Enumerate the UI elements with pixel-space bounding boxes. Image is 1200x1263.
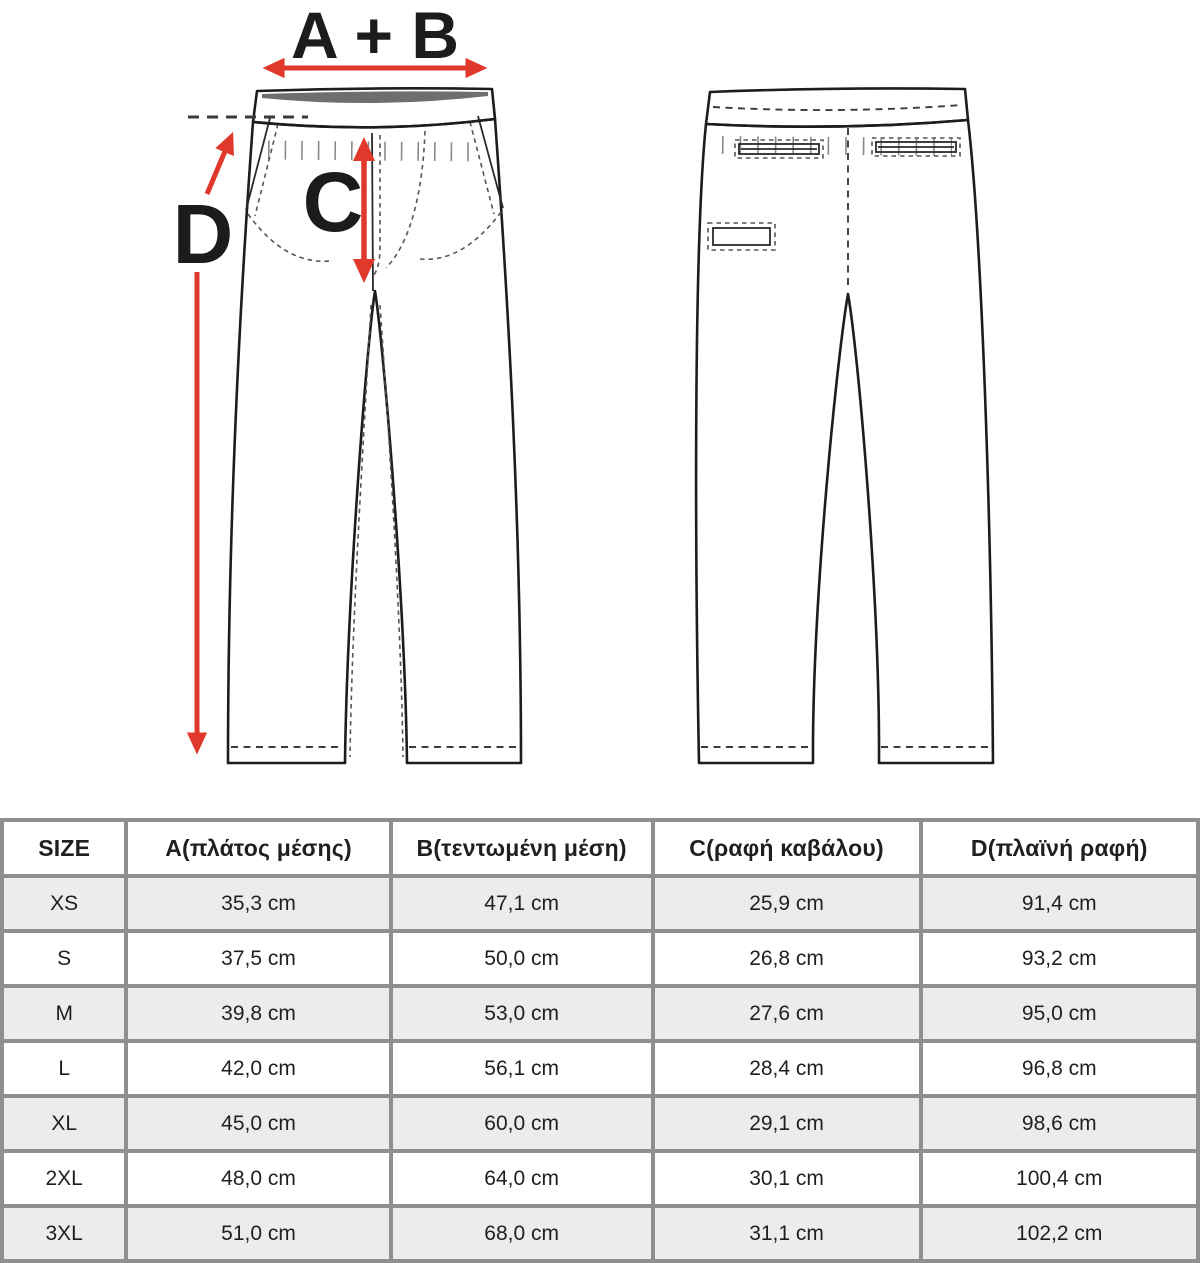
- table-row: [2, 1041, 1198, 1096]
- value-d: 102,2 cm: [921, 1206, 1199, 1261]
- value-a: 37,5 cm: [126, 931, 390, 986]
- header-size: SIZE: [2, 820, 126, 876]
- front-fly-line: [372, 133, 373, 291]
- table-row: [2, 1151, 1198, 1206]
- value-d: 98,6 cm: [921, 1096, 1199, 1151]
- side-seam-arrow-top: [207, 137, 231, 194]
- table-row: [2, 931, 1198, 986]
- value-a: 48,0 cm: [126, 1151, 390, 1206]
- pants-back-drawing: [696, 88, 993, 763]
- back-left-welt-pocket: [735, 140, 823, 158]
- size-label: 2XL: [2, 1151, 126, 1206]
- table-row: [2, 876, 1198, 931]
- header-b-stretched-waist: B(τεντωμένη μέση): [391, 820, 653, 876]
- value-b: 56,1 cm: [391, 1041, 653, 1096]
- header-a-waist-width: A(πλάτος μέσης): [126, 820, 390, 876]
- value-a: 51,0 cm: [126, 1206, 390, 1261]
- value-c: 31,1 cm: [653, 1206, 921, 1261]
- value-d: 93,2 cm: [921, 931, 1199, 986]
- size-label: M: [2, 986, 126, 1041]
- value-c: 26,8 cm: [653, 931, 921, 986]
- size-label: L: [2, 1041, 126, 1096]
- value-d: 100,4 cm: [921, 1151, 1199, 1206]
- table-row: [2, 986, 1198, 1041]
- value-c: 25,9 cm: [653, 876, 921, 931]
- size-measurements-table: [0, 818, 1200, 1263]
- value-d: 95,0 cm: [921, 986, 1199, 1041]
- size-label: XL: [2, 1096, 126, 1151]
- table-header-row: [2, 820, 1198, 876]
- value-b: 68,0 cm: [391, 1206, 653, 1261]
- value-c: 27,6 cm: [653, 986, 921, 1041]
- value-c: 29,1 cm: [653, 1096, 921, 1151]
- value-b: 50,0 cm: [391, 931, 653, 986]
- pants-front-drawing: [228, 88, 521, 763]
- measurement-annotations: [173, 0, 482, 749]
- back-side-tab-pocket: [708, 223, 775, 250]
- size-label: 3XL: [2, 1206, 126, 1261]
- label-waist-total: A + B: [290, 0, 460, 72]
- table-row: [2, 1206, 1198, 1261]
- value-a: 42,0 cm: [126, 1041, 390, 1096]
- value-a: 45,0 cm: [126, 1096, 390, 1151]
- value-a: 35,3 cm: [126, 876, 390, 931]
- value-c: 28,4 cm: [653, 1041, 921, 1096]
- header-d-side-seam: D(πλαϊνή ραφή): [921, 820, 1199, 876]
- value-b: 60,0 cm: [391, 1096, 653, 1151]
- size-label: S: [2, 931, 126, 986]
- table-row: [2, 1096, 1198, 1151]
- value-d: 96,8 cm: [921, 1041, 1199, 1096]
- value-b: 53,0 cm: [391, 986, 653, 1041]
- value-c: 30,1 cm: [653, 1151, 921, 1206]
- label-crotch-seam: C: [302, 155, 364, 249]
- value-b: 64,0 cm: [391, 1151, 653, 1206]
- header-c-crotch-seam: C(ραφή καβάλου): [653, 820, 921, 876]
- value-b: 47,1 cm: [391, 876, 653, 931]
- size-label: XS: [2, 876, 126, 931]
- label-side-seam: D: [172, 187, 234, 281]
- value-a: 39,8 cm: [126, 986, 390, 1041]
- value-d: 91,4 cm: [921, 876, 1199, 931]
